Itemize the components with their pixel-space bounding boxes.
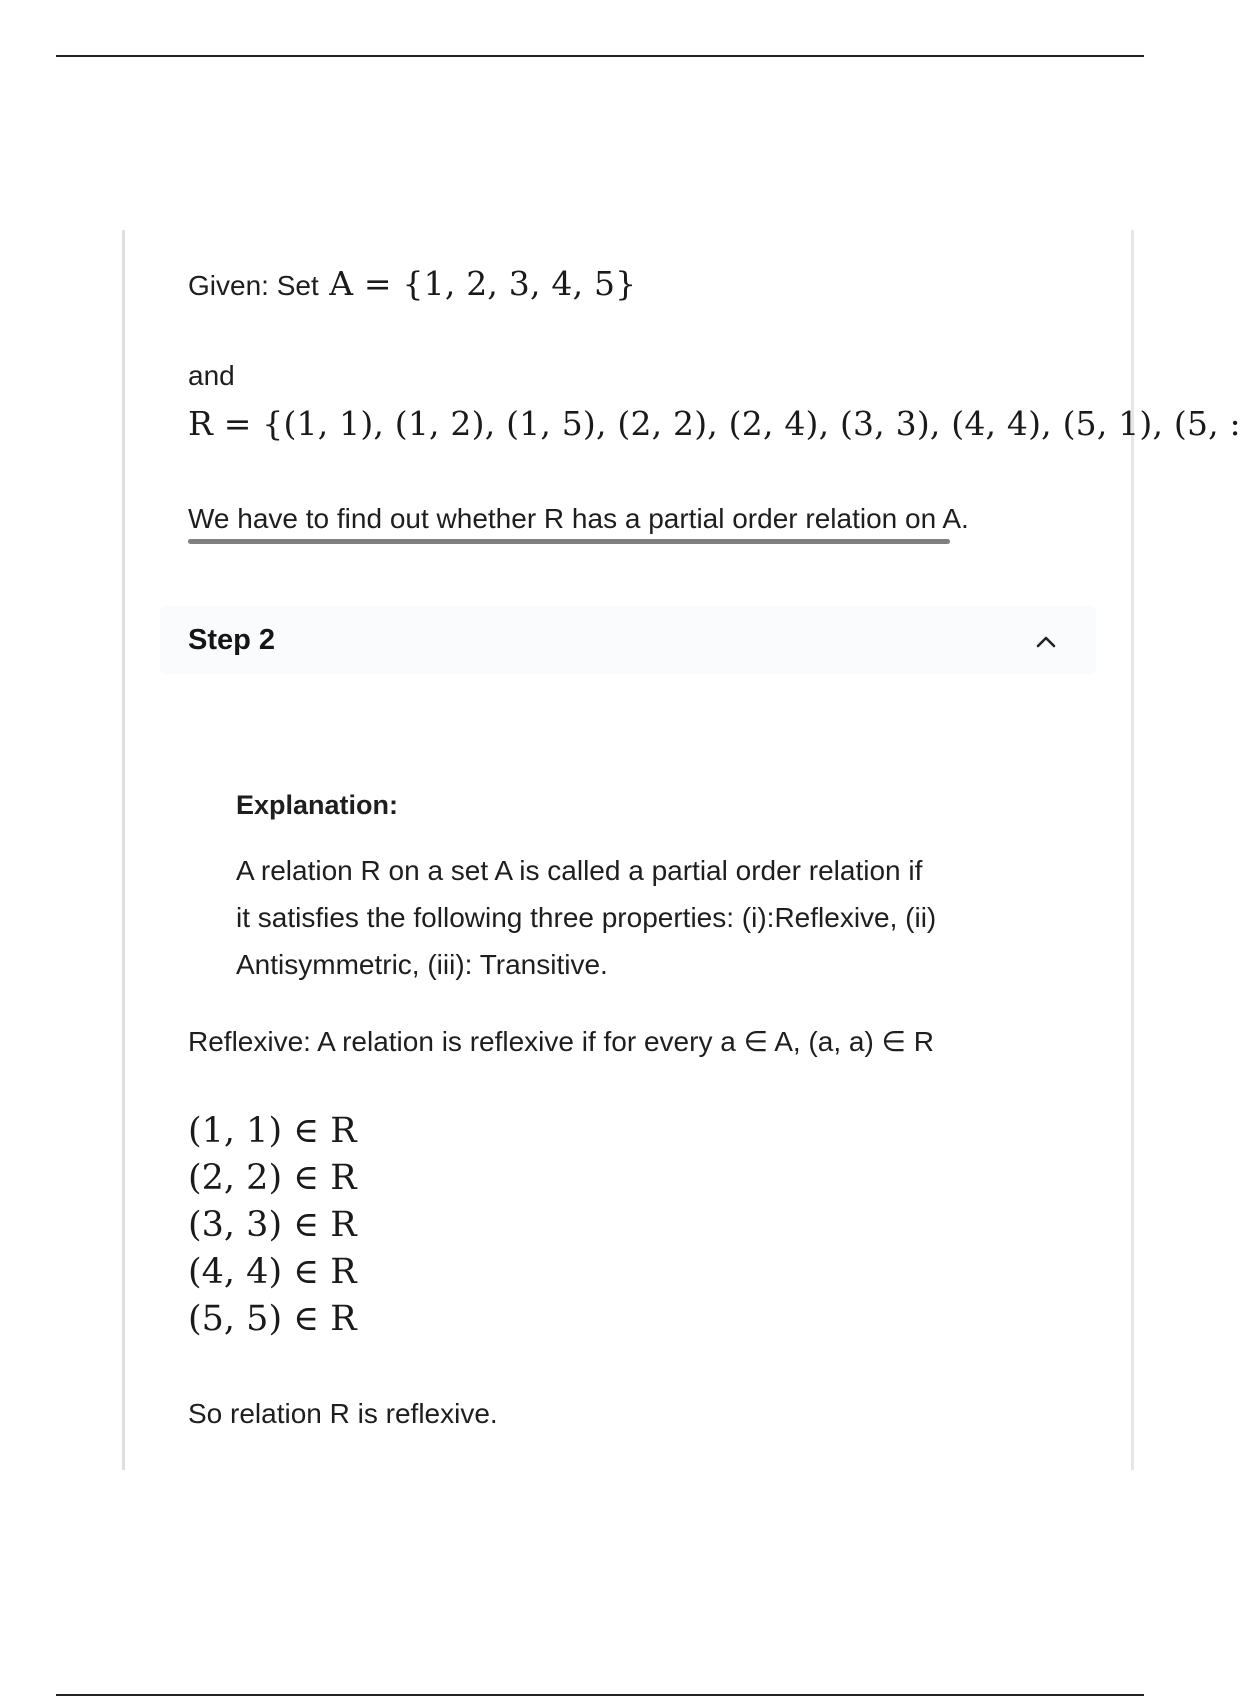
given-statement xyxy=(188,264,636,303)
relation-r-expression: R = {(1, 1), (1, 2), (1, 5), (2, 2), (2, 4), (3, 3), (4, 4), (5, 1), (5, : xyxy=(188,404,1241,443)
explanation-line: A relation R on a set A is called a partial order relation if xyxy=(236,855,923,886)
membership-item: (1, 1) ∈ R xyxy=(188,1111,357,1151)
bottom-divider xyxy=(56,1694,1144,1696)
membership-item: (2, 2) ∈ R xyxy=(188,1158,357,1198)
step-2-header[interactable] xyxy=(160,606,1096,674)
top-divider xyxy=(56,55,1144,57)
explanation-line: it satisfies the following three properties: (i):Reflexive, (ii) xyxy=(236,902,937,933)
membership-item: (5, 5) ∈ R xyxy=(188,1299,357,1339)
task-statement: We have to find out whether R has a partial order relation on A. xyxy=(188,503,969,534)
explanation-text xyxy=(236,847,1056,988)
chevron-up-icon[interactable] xyxy=(1034,630,1058,654)
given-label: Given: Set xyxy=(188,270,319,301)
explanation-line: Antisymmetric, (iii): Transitive. xyxy=(236,949,608,980)
step-title: Step 2 xyxy=(188,624,276,656)
membership-list xyxy=(188,1108,357,1343)
set-a-expression: A = {1, 2, 3, 4, 5} xyxy=(329,264,637,303)
membership-item: (3, 3) ∈ R xyxy=(188,1205,357,1245)
highlight-underline xyxy=(188,539,950,544)
conclusion-text: So relation R is reflexive. xyxy=(188,1398,498,1429)
reflexive-definition: Reflexive: A relation is reflexive if for every a ∈ A, (a, a) ∈ R xyxy=(188,1026,934,1057)
explanation-label: Explanation: xyxy=(236,790,399,820)
membership-item: (4, 4) ∈ R xyxy=(188,1252,357,1292)
and-label: and xyxy=(188,360,235,391)
